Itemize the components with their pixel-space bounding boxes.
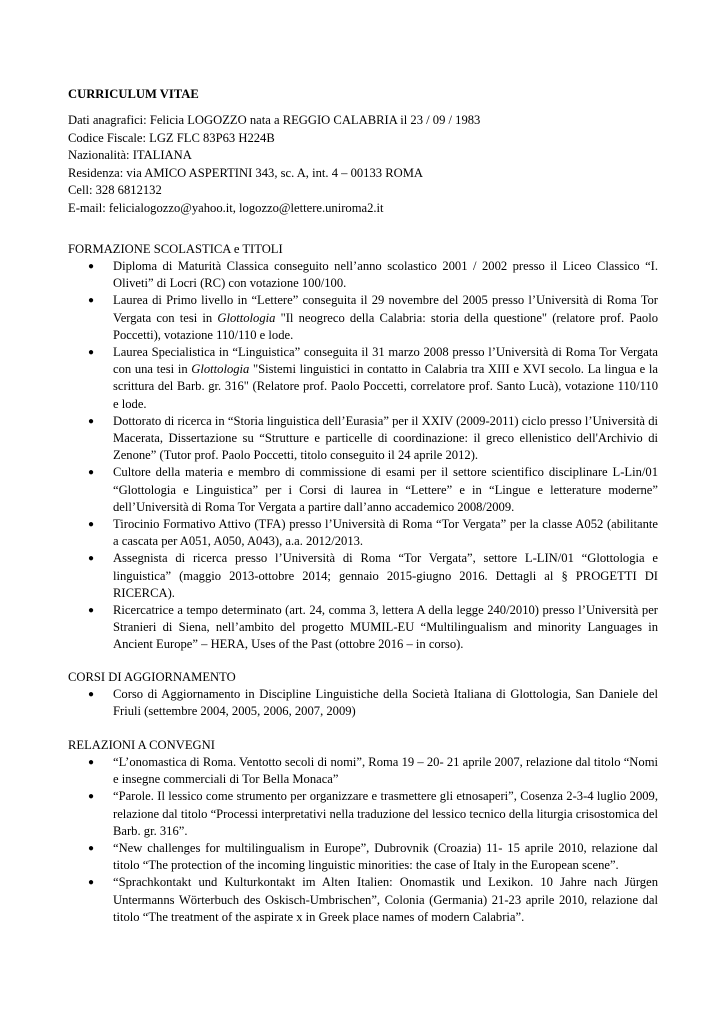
bullet-icon: ●: [88, 519, 95, 531]
italic-text: Glottologia: [217, 310, 276, 325]
item-text: “New challenges for multilingualism in Europe”, Dubrovnik (Croazia) 11- 15 aprile 2010, relazione dal titolo “The protection of the incoming linguistic minorities: the case of Italy in the European scene”.: [113, 841, 658, 873]
item-text: “Sprachkontakt und Kulturkontakt im Alten Italien: Onomastik und Lexikon. 10 Jahre nach Jürgen Untermanns Wörterbuch des Oskisch-Umbrischen”, Colonia (Germania) 21-23 aprile 2010, relazione dal titolo “The treatment of the aspirate x in Greek place names of modern Calabria”.: [113, 875, 658, 924]
bullet-icon: ●: [88, 295, 95, 307]
section-heading-formazione: FORMAZIONE SCOLASTICA e TITOLI: [68, 242, 283, 256]
personal-line: Residenza: via AMICO ASPERTINI 343, sc. A, int. 4 – 00133 ROMA: [68, 165, 424, 180]
list-item: [68, 874, 658, 926]
list-item: [68, 464, 658, 516]
list-item: [68, 788, 658, 840]
item-text: “Parole. Il lessico come strumento per organizzare e trasmettere gli etnosaperi”, Cosenza 2-3-4 luglio 2009, relazione dal titolo “Processi interpretativi nella traduzione del lessico tecnico della liturgia crisostomica del Barb. gr. 316”.: [113, 789, 658, 838]
list-item: [68, 602, 658, 654]
personal-details: [68, 112, 480, 217]
item-text: Corso di Aggiornamento in Discipline Linguistiche della Società Italiana di Glottologia, San Daniele del Friuli (settembre 2004, 2005, 2006, 2007, 2009): [113, 687, 658, 719]
bullet-icon: ●: [88, 467, 95, 479]
list-item: [68, 292, 658, 344]
section-heading-convegni: RELAZIONI A CONVEGNI: [68, 738, 215, 752]
personal-line: Nazionalità: ITALIANA: [68, 148, 192, 162]
item-text: Diploma di Maturità Classica conseguito nell’anno scolastico 2001 / 2002 presso il Liceo Classico “I. Oliveti” di Locri (RC) con votazione 100/100.: [113, 259, 658, 291]
list-item: [68, 754, 658, 788]
personal-line: E-mail: felicialogozzo@yahoo.it, logozzo@lettere.uniroma2.it: [68, 200, 384, 215]
item-text: Ricercatrice a tempo determinato (art. 24, comma 3, lettera A della legge 240/2010) presso l’Università per Stranieri di Siena, nell’ambito del progetto MUMIL-EU “Multilingualism and minority Languages in Ancient Europe” – HERA, Uses of the Past (ottobre 2016 – in corso).: [113, 603, 658, 652]
item-text: "Sistemi linguistici in contatto in Calabria tra XIII e XVI secolo. La lingua e la scrittura del Barb. gr. 316" (Relatore prof. Paolo Poccetti, correlatore prof. Santo Lucà), votazione 110/110 e lode.: [113, 362, 658, 411]
list-item: [68, 413, 658, 465]
list-item: [68, 258, 658, 292]
personal-line: Dati anagrafici: Felicia LOGOZZO nata a REGGIO CALABRIA il 23 / 09 / 1983: [68, 113, 481, 127]
bullet-icon: ●: [88, 689, 95, 700]
item-text: “L’onomastica di Roma. Ventotto secoli di nomi”, Roma 19 – 20- 21 aprile 2007, relazione dal titolo “Nomi e insegne commerciali di Tor Bella Monaca”: [113, 755, 658, 787]
item-text: Laurea di Primo livello in “Lettere” conseguita il 29 novembre del 2005 presso l’Università di Roma Tor Vergata con tesi in: [113, 293, 658, 325]
list-corsi: [68, 686, 658, 720]
bullet-icon: ●: [88, 347, 95, 359]
list-formazione: [68, 258, 658, 654]
list-item: [68, 344, 658, 413]
section-heading-corsi: CORSI DI AGGIORNAMENTO: [68, 670, 236, 684]
item-text: Laurea Specialistica in “Linguistica” conseguita il 31 marzo 2008 presso l’Università di Roma Tor Vergata con una tesi in: [113, 345, 658, 377]
item-text: "Il neogreco della Calabria: storia della questione" (relatore prof. Paolo Poccetti), votazione 110/110 e lode.: [113, 310, 659, 342]
bullet-icon: ●: [88, 791, 95, 803]
list-item: [68, 840, 658, 874]
list-item: [68, 516, 658, 550]
bullet-icon: ●: [88, 605, 95, 617]
item-text: Cultore della materia e membro di commissione di esami per il settore scientifico disciplinare L-Lin/01 “Glottologia e Linguistica” per i Corsi di laurea in “Lettere” e in “Lingue e letterature moderne” dell’Università di Roma Tor Vergata a partire dall’anno accademico 2008/2009.: [113, 465, 658, 514]
bullet-icon: ●: [88, 415, 95, 427]
italic-text: Glottologia: [191, 362, 250, 377]
bullet-icon: ●: [88, 757, 95, 768]
item-text: Dottorato di ricerca in “Storia linguistica dell’Eurasia” per il XXIV (2009-2011) ciclo presso l’Università di Macerata, Dissertazione su “Strutture e particelle di coordinazione: il greco ellenistico dell'Archivio di Zenone” (Tutor prof. Paolo Poccetti, titolo conseguito il 24 aprile 2012).: [113, 413, 658, 463]
personal-line: Cell: 328 6812132: [68, 183, 162, 197]
bullet-icon: ●: [88, 843, 95, 855]
item-text: Tirocinio Formativo Attivo (TFA) presso l’Università di Roma “Tor Vergata” per la classe A052 (abilitante a cascata per A051, A050, A043), a.a. 2012/2013.: [113, 517, 658, 549]
bullet-icon: ●: [88, 553, 95, 565]
cv-title: CURRICULUM VITAE: [68, 87, 199, 101]
list-item: [68, 550, 658, 602]
bullet-icon: ●: [88, 261, 95, 272]
bullet-icon: ●: [88, 877, 95, 889]
list-item: [68, 686, 658, 720]
personal-line: Codice Fiscale: LGZ FLC 83P63 H224B: [68, 130, 275, 145]
item-text: Assegnista di ricerca presso l’Università di Roma “Tor Vergata”, settore L-LIN/01 “Glottologia e linguistica” (maggio 2013-ottobre 2014; gennaio 2015-giugno 2016. Dettagli al § PROGETTI DI RICERCA).: [113, 551, 658, 600]
list-convegni: [68, 754, 658, 926]
